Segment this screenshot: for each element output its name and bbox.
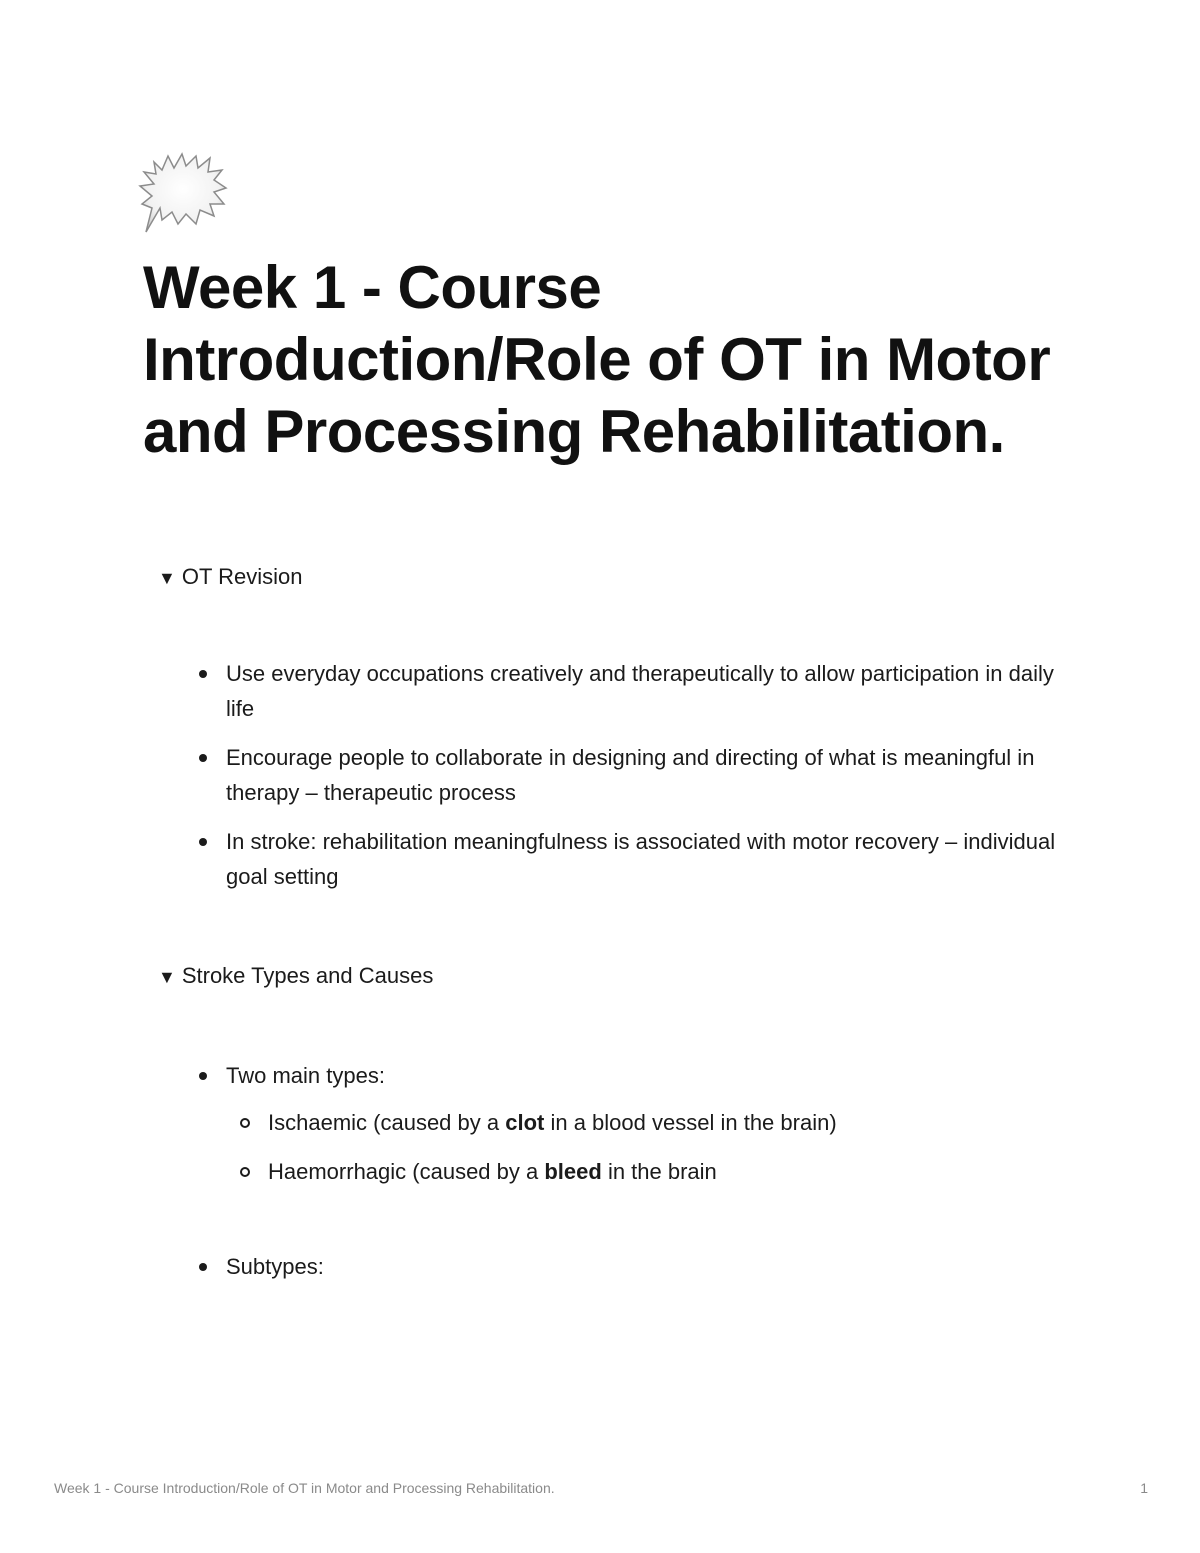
ot-revision-list (196, 656, 1056, 908)
text-fragment: Ischaemic (caused by a (268, 1110, 506, 1135)
bold-term: bleed (544, 1159, 602, 1184)
sub-list (226, 1105, 1056, 1189)
speech-balloon-burst-icon (138, 150, 230, 238)
toggle-stroke-types[interactable] (158, 961, 433, 991)
bullet-icon (199, 754, 207, 762)
text-fragment: in the brain (601, 1159, 717, 1184)
toggle-ot-revision[interactable] (158, 562, 302, 592)
bullet-icon (199, 670, 207, 678)
list-item (196, 1058, 1056, 1189)
sub-list-item (226, 1154, 1056, 1189)
footer-title: Week 1 - Course Introduction/Role of OT in Motor and Processing Rehabilitation. (54, 1480, 555, 1496)
list-item-text: Encourage people to collaborate in designing and directing of what is meaningful in therapy – therapeutic process (226, 745, 1035, 805)
bullet-icon (199, 838, 207, 846)
triangle-down-icon[interactable]: ▼ (158, 967, 176, 987)
toggle-heading: OT Revision (181, 564, 303, 589)
toggle-heading: Stroke Types and Causes (181, 963, 434, 988)
list-item (196, 740, 1056, 810)
hollow-bullet-icon (240, 1167, 250, 1177)
list-item-text: Two main types: (226, 1063, 385, 1088)
list-item-text: Use everyday occupations creatively and therapeutically to allow participation in daily life (226, 661, 1054, 721)
list-item (196, 656, 1056, 726)
triangle-down-icon[interactable]: ▼ (158, 568, 176, 588)
list-item (196, 1249, 1056, 1284)
page-footer (54, 1480, 1148, 1496)
text-fragment: Haemorrhagic (caused by a (268, 1159, 545, 1184)
bullet-icon (199, 1263, 207, 1271)
page-number: 1 (1140, 1480, 1148, 1496)
list-item-text: Subtypes: (226, 1254, 324, 1279)
page-title: Week 1 - Course Introduction/Role of OT in Motor and Processing Rehabilitation. (143, 254, 1051, 465)
list-item-text: In stroke: rehabilitation meaningfulness is associated with motor recovery – individual goal setting (226, 829, 1056, 889)
bold-term: clot (505, 1110, 545, 1135)
list-item (196, 824, 1056, 894)
sub-list-item (226, 1105, 1056, 1140)
hollow-bullet-icon (240, 1118, 250, 1128)
stroke-types-list (196, 1058, 1056, 1298)
text-fragment: in a blood vessel in the brain) (544, 1110, 837, 1135)
bullet-icon (199, 1072, 207, 1080)
